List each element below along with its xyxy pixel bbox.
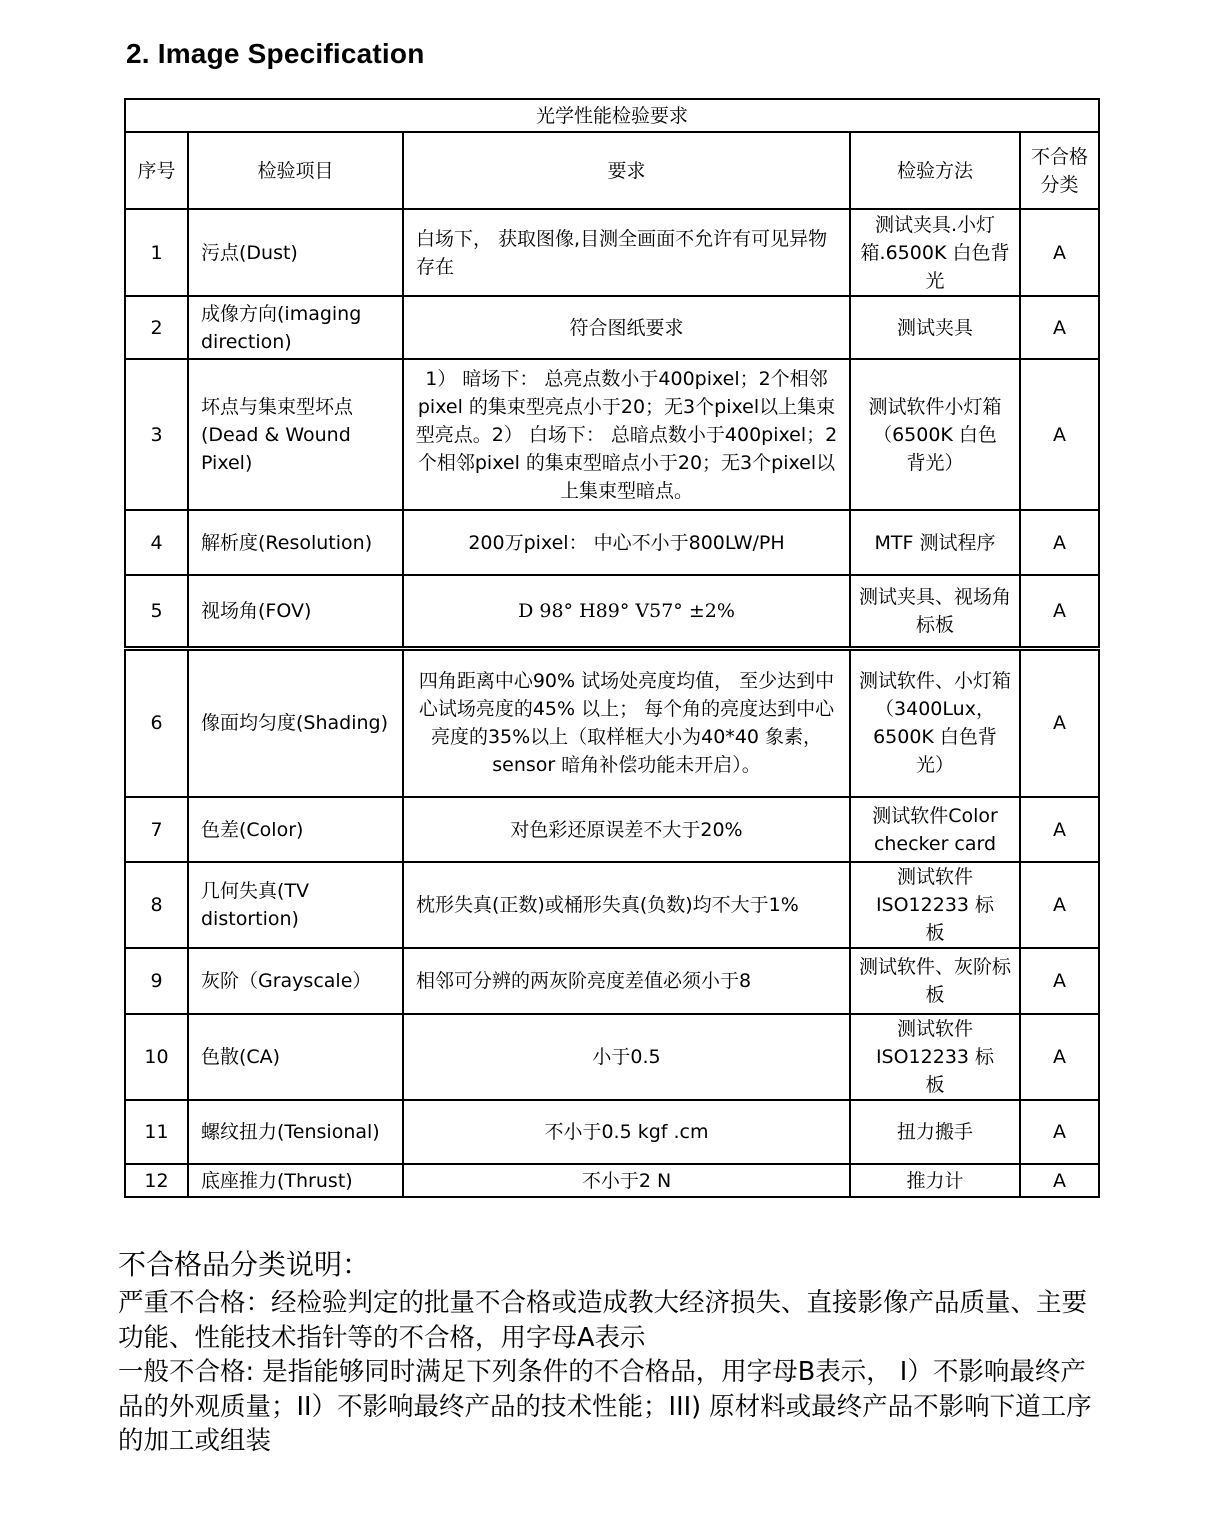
row-class: A: [1020, 296, 1099, 359]
row-class: A: [1020, 1164, 1099, 1197]
row-class: A: [1020, 1014, 1099, 1100]
row-class: A: [1020, 1100, 1099, 1164]
row-class: A: [1020, 948, 1099, 1014]
row-no: 1: [125, 209, 188, 296]
row-requirement: 四角距离中心90% 试场处亮度均值， 至少达到中心试场亮度的45% 以上； 每个角的亮度达到中心亮度的35%以上（取样框大小为40*40 象素， sensor 暗角补偿功能未开启）。: [403, 648, 850, 797]
row-no: 11: [125, 1100, 188, 1164]
row-item: 解析度(Resolution): [188, 510, 403, 575]
table-row: [125, 862, 1099, 948]
table-row: [125, 359, 1099, 510]
table-row: [125, 209, 1099, 296]
table-row: [125, 948, 1099, 1014]
optical-spec-table: [124, 98, 1100, 1198]
table-row: [125, 296, 1099, 359]
row-no: 6: [125, 648, 188, 797]
row-no: 2: [125, 296, 188, 359]
table-row: [125, 575, 1099, 648]
table-header-row: [125, 132, 1099, 209]
row-class: A: [1020, 359, 1099, 510]
row-no: 5: [125, 575, 188, 648]
row-method: 测试软件、小灯箱（3400Lux，6500K 白色背光）: [850, 648, 1020, 797]
table-row: [125, 1100, 1099, 1164]
row-requirement: 200万pixel： 中心不小于800LW/PH: [403, 510, 850, 575]
row-method: 测试软件小灯箱（6500K 白色背光）: [850, 359, 1020, 510]
section-title: 2. Image Specification: [126, 38, 425, 69]
row-item: 色散(CA): [188, 1014, 403, 1100]
row-method: 测试夹具: [850, 296, 1020, 359]
row-class: A: [1020, 510, 1099, 575]
row-method: 测试软件Color checker card: [850, 797, 1020, 862]
header-requirement: 要求: [403, 132, 850, 209]
row-no: 12: [125, 1164, 188, 1197]
row-requirement: D 98° H89° V57° ±2%: [403, 575, 850, 648]
row-item: 几何失真(TV distortion): [188, 862, 403, 948]
row-item: 螺纹扭力(Tensional): [188, 1100, 403, 1164]
row-item: 色差(Color): [188, 797, 403, 862]
row-method: 测试夹具.小灯箱.6500K 白色背光: [850, 209, 1020, 296]
table-caption-row: [125, 99, 1099, 132]
row-no: 7: [125, 797, 188, 862]
row-class: A: [1020, 209, 1099, 296]
header-classification: 不合格分类: [1020, 132, 1099, 209]
row-requirement: 枕形失真(正数)或桶形失真(负数)均不大于1%: [403, 862, 850, 948]
row-requirement: 小于0.5: [403, 1014, 850, 1100]
row-requirement: 符合图纸要求: [403, 296, 850, 359]
row-item: 视场角(FOV): [188, 575, 403, 648]
row-method: 测试软件、灰阶标板: [850, 948, 1020, 1014]
row-item: 像面均匀度(Shading): [188, 648, 403, 797]
table-row: [125, 1014, 1099, 1100]
table-caption: 光学性能检验要求: [125, 99, 1099, 132]
classification-notes: [118, 1244, 1108, 1459]
row-method: 测试软件ISO12233 标板: [850, 862, 1020, 948]
row-method: 测试夹具、视场角标板: [850, 575, 1020, 648]
row-requirement: 不小于2 N: [403, 1164, 850, 1197]
row-class: A: [1020, 797, 1099, 862]
notes-general-definition: 一般不合格: 是指能够同时满足下列条件的不合格品，用字母B表示， I）不影响最终产品的外观质量；II）不影响最终产品的技术性能；III) 原材料或最终产品不影响下道工序的加工或组装: [118, 1357, 1092, 1456]
row-no: 8: [125, 862, 188, 948]
row-class: A: [1020, 862, 1099, 948]
row-item: 坏点与集束型坏点(Dead & Wound Pixel): [188, 359, 403, 510]
row-no: 4: [125, 510, 188, 575]
row-item: 灰阶（Grayscale）: [188, 948, 403, 1014]
header-method: 检验方法: [850, 132, 1020, 209]
table-row: [125, 648, 1099, 797]
row-requirement: 白场下， 获取图像,目测全画面不允许有可见异物存在: [403, 209, 850, 296]
header-no: 序号: [125, 132, 188, 209]
row-no: 9: [125, 948, 188, 1014]
row-requirement: 1） 暗场下： 总亮点数小于400pixel；2个相邻pixel 的集束型亮点小于20；无3个pixel以上集束型亮点。2） 白场下： 总暗点数小于400pixel；2个相邻pixel 的集束型暗点小于20；无3个pixel以上集束型暗点。: [403, 359, 850, 510]
row-requirement: 相邻可分辨的两灰阶亮度差值必须小于8: [403, 948, 850, 1014]
row-requirement: 对色彩还原误差不大于20%: [403, 797, 850, 862]
row-item: 污点(Dust): [188, 209, 403, 296]
row-method: 推力计: [850, 1164, 1020, 1197]
row-no: 10: [125, 1014, 188, 1100]
row-class: A: [1020, 648, 1099, 797]
row-no: 3: [125, 359, 188, 510]
row-method: 扭力搬手: [850, 1100, 1020, 1164]
table-row: [125, 510, 1099, 575]
row-method: 测试软件ISO12233 标板: [850, 1014, 1020, 1100]
row-class: A: [1020, 575, 1099, 648]
row-item: 底座推力(Thrust): [188, 1164, 403, 1197]
row-method: MTF 测试程序: [850, 510, 1020, 575]
row-item: 成像方向(imaging direction): [188, 296, 403, 359]
notes-serious-definition: 严重不合格：经检验判定的批量不合格或造成教大经济损失、直接影像产品质量、主要功能、性能技术指针等的不合格，用字母A表示: [118, 1288, 1088, 1353]
table-row: [125, 797, 1099, 862]
row-requirement: 不小于0.5 kgf .cm: [403, 1100, 850, 1164]
header-item: 检验项目: [188, 132, 403, 209]
notes-title: 不合格品分类说明：: [118, 1248, 371, 1281]
table-row: [125, 1164, 1099, 1197]
